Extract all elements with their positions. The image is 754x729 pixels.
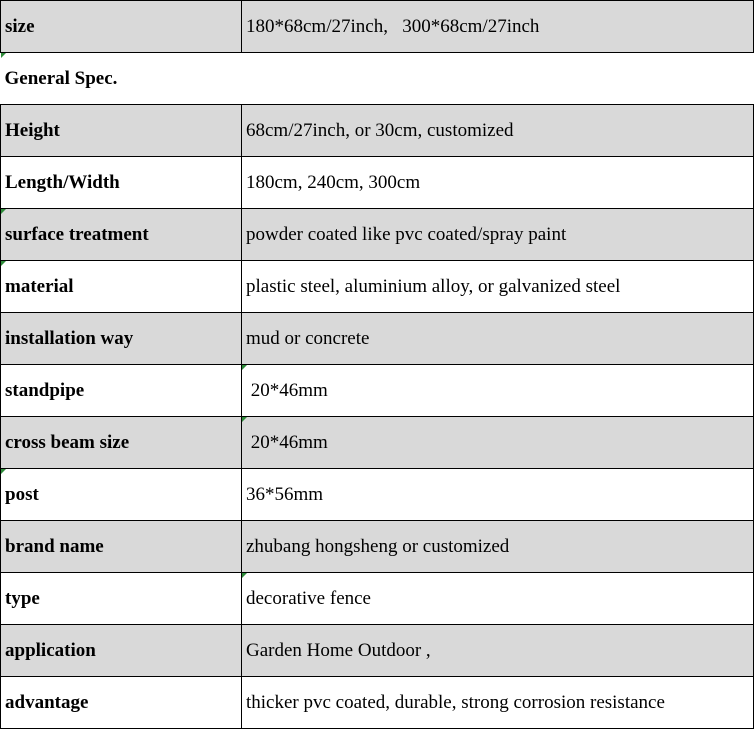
row-value-application: Garden Home Outdoor , — [242, 625, 754, 677]
row-label-size: size — [1, 1, 242, 53]
row-label-standpipe: standpipe — [1, 365, 242, 417]
row-value-length-width: 180cm, 240cm, 300cm — [242, 157, 754, 209]
table-row — [1, 417, 754, 469]
row-label-advantage: advantage — [1, 677, 242, 729]
row-value-surface-treatment: powder coated like pvc coated/spray paint — [242, 209, 754, 261]
row-label-surface-treatment: surface treatment — [1, 209, 242, 261]
row-label-length-width: Length/Width — [1, 157, 242, 209]
table-row — [1, 573, 754, 625]
row-value-size: 180*68cm/27inch, 300*68cm/27inch — [242, 1, 754, 53]
row-label-type: type — [1, 573, 242, 625]
table-row — [1, 261, 754, 313]
row-value-height: 68cm/27inch, or 30cm, customized — [242, 105, 754, 157]
row-label-application: application — [1, 625, 242, 677]
row-label-installation-way: installation way — [1, 313, 242, 365]
table-row — [1, 157, 754, 209]
row-label-post: post — [1, 469, 242, 521]
row-label-material: material — [1, 261, 242, 313]
row-label-height: Height — [1, 105, 242, 157]
table-row — [1, 105, 754, 157]
table-row — [1, 53, 754, 105]
row-label-brand-name: brand name — [1, 521, 242, 573]
row-value-cross-beam-size: 20*46mm — [242, 417, 754, 469]
table-row — [1, 313, 754, 365]
table-row — [1, 365, 754, 417]
table-row — [1, 469, 754, 521]
row-label-cross-beam-size: cross beam size — [1, 417, 242, 469]
row-value-brand-name: zhubang hongsheng or customized — [242, 521, 754, 573]
row-value-standpipe: 20*46mm — [242, 365, 754, 417]
table-row — [1, 625, 754, 677]
section-heading: General Spec. — [1, 53, 754, 105]
table-row — [1, 1, 754, 53]
table-row — [1, 677, 754, 729]
row-value-installation-way: mud or concrete — [242, 313, 754, 365]
row-value-material: plastic steel, aluminium alloy, or galvanized steel — [242, 261, 754, 313]
row-value-post: 36*56mm — [242, 469, 754, 521]
row-value-advantage: thicker pvc coated, durable, strong corrosion resistance — [242, 677, 754, 729]
table-row — [1, 521, 754, 573]
table-row — [1, 209, 754, 261]
row-value-type: decorative fence — [242, 573, 754, 625]
